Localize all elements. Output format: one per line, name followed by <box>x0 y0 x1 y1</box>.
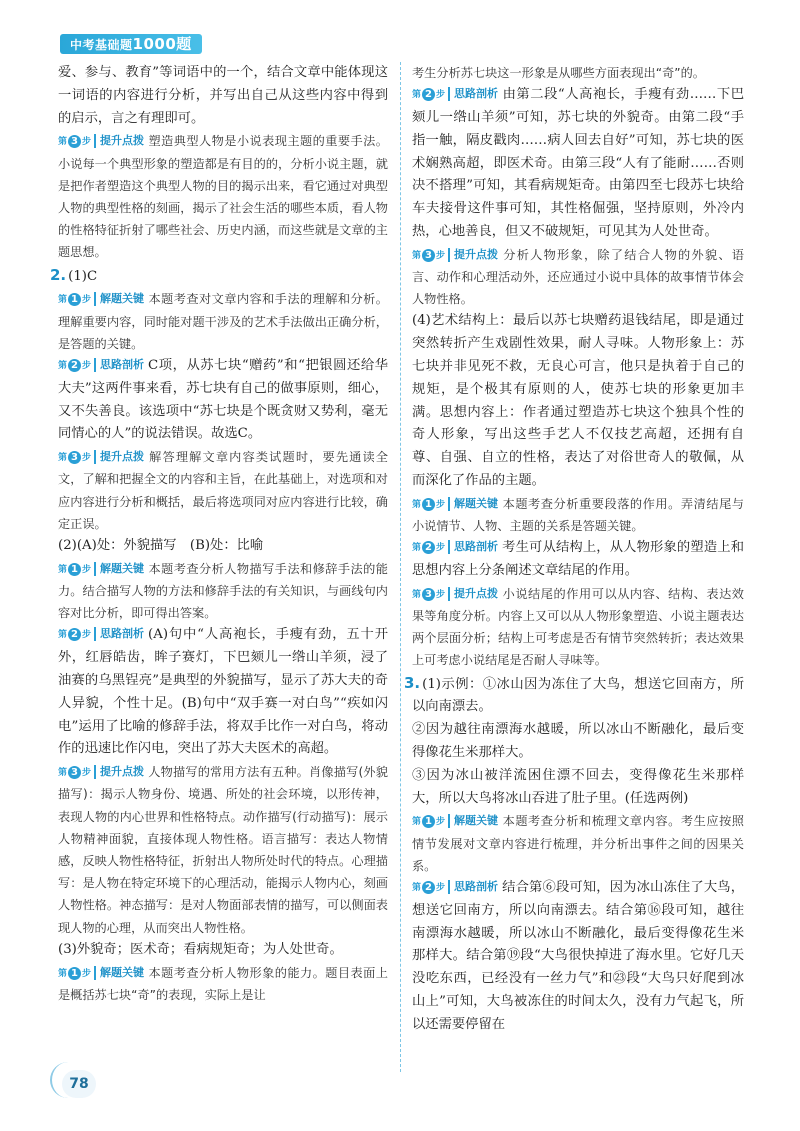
tip-text: 小说结尾的作用可以从内容、结构、表达效果等角度分析。内容上又可以从人物形象塑造、小说主题表达两个层面分析；结构上可考虑是否有情节突然转折；表达效果上可考虑小说结尾是否耐人寻味等。 <box>412 586 744 668</box>
step-3-badge: 第 3 步 提升点拨 <box>58 450 145 464</box>
step-3-badge: 第 3 步 提升点拨 <box>412 586 499 600</box>
step-2-badge: 第 2 步 思路剖析 <box>58 358 145 372</box>
analysis-block <box>412 537 744 583</box>
key-block <box>58 962 388 1006</box>
step-3-badge: 第 3 步 提升点拨 <box>58 134 145 148</box>
step-3-badge: 第 3 步 提升点拨 <box>58 765 145 779</box>
step-2-badge: 第 2 步 思路剖析 <box>412 87 499 101</box>
step-2-badge: 第 2 步 思路剖析 <box>412 879 499 893</box>
tip-text: 解答理解文章内容类试题时，要先通读全文，了解和把握全文的内容和主旨，在此基础上，对选项和对应内容进行分析和概括，最后将选项同对应内容进行比较，确定正误。 <box>58 450 388 531</box>
series-title: 中考基础题 <box>70 38 133 52</box>
key-block <box>58 288 388 355</box>
book-series-tab <box>60 34 202 54</box>
step-1-badge: 第 1 步 解题关键 <box>58 561 145 575</box>
answer-3-1-item: ②因为越往南漂海水越暖，所以冰山不断融化，最后变得像花生米那样大。 <box>412 722 744 760</box>
step-2-badge: 第 2 步 思路剖析 <box>412 540 499 554</box>
series-count: 1000题 <box>132 35 192 53</box>
analysis-block <box>58 355 388 446</box>
answer-2-1: 2. (1)C <box>50 265 98 284</box>
tip-block <box>58 130 388 263</box>
tip-text: 塑造典型人物是小说表现主题的重要手法。小说每一个典型形象的塑造都是有目的的，分析小说主题，就是把作者塑造这个典型人物的目的揭示出来，看它通过对典型人物的典型性格的刻画，揭示了社会生活的哪些本质，看人物的性格特征折射了哪些社会、历史内涵，而这些就是文章的主题思想。 <box>58 134 388 260</box>
key-block <box>58 558 388 625</box>
key-text: 本题考查分析和梳理文章内容。考生应按照情节发展对文章内容进行梳理，并分析出事件之间的因果关系。 <box>412 814 744 873</box>
key-block <box>412 493 744 537</box>
analysis-block <box>412 84 744 244</box>
answer-2-4: (4)艺术结构上：最后以苏七块赠药退钱结尾，即是通过突然转折产生戏剧性效果，耐人寻味。人物形象上：苏七块并非见死不救，无良心可言，他只是执着于自己的规矩，是个极其有原则的人，使苏七块的形象更加丰满。思想内容上：作者通过塑造苏七块这个独具个性的奇人形象，写出这些手艺人不仅技艺高超，还拥有自尊、自强、自立的性格，表达了对俗世奇人的敬佩，从而深化了作品的主题。 <box>412 313 744 488</box>
step-1-badge: 第 1 步 解题关键 <box>412 814 499 828</box>
right-column <box>404 62 744 1072</box>
answer-2-2: (2)(A)处：外貌描写 (B)处：比喻 <box>58 538 264 554</box>
key-text: 本题考查分析重要段落的作用。弄清结尾与小说情节、人物、主题的关系是答题关键。 <box>412 496 744 533</box>
question-number: 3. <box>404 673 421 692</box>
left-column <box>50 62 388 1072</box>
step-1-badge: 第 1 步 解题关键 <box>58 965 145 979</box>
step-2-badge: 第 2 步 思路剖析 <box>58 627 145 641</box>
key-text: 本题考查对文章内容和手法的理解和分析。理解重要内容，同时能对题干涉及的艺术手法做出正确分析，是答题的关键。 <box>58 292 388 351</box>
answer-3-1: 3. (1)示例：①冰山因为冻住了大鸟，想送它回南方，所以向南漂去。 <box>404 673 744 715</box>
page-number: 78 <box>62 1070 96 1098</box>
tip-block <box>412 244 744 311</box>
step-1-badge: 第 1 步 解题关键 <box>58 292 145 306</box>
column-divider <box>400 62 401 1072</box>
question-number: 2. <box>50 265 67 284</box>
key-text: 本题考查分析人物形象的能力。题目表面上是概括苏七块“奇”的表现，实际上是让 <box>58 965 388 1002</box>
analysis-text: 考生可从结构上，从人物形象的塑造上和思想内容上分条阐述文章结尾的作用。 <box>412 540 744 578</box>
tip-block <box>412 583 744 672</box>
answer-3-1-item: ③因为冰山被洋流困住漂不回去，变得像花生米那样大，所以大鸟将冰山吞进了肚子里。(任选两例) <box>412 767 744 806</box>
tip-block <box>58 761 388 939</box>
step-1-badge: 第 1 步 解题关键 <box>412 496 499 510</box>
step-3-badge: 第 3 步 提升点拨 <box>412 247 499 261</box>
paragraph: 爱、参与、教育”等词语中的一个，结合文章中能体现这一词语的内容进行分析，并写出自己从这些内容中得到的启示，言之有理即可。 <box>58 65 388 126</box>
tip-text: 人物描写的常用方法有五种。肖像描写(外貌描写)：揭示人物身份、境遇、所处的社会环境，以形传神，表现人物的内心世界和性格特点。动作描写(行动描写)：展示人物精神面貌，直接体现人物性格。语言描写：表达人物情感，反映人物性格特征，折射出人物所处时代的特点。心理描写：是人物在特定环境下的心理活动，能揭示人物内心，刻画人物性格。神态描写：是对人物面部表情的描写，可以侧面表现人物的心理，从而突出人物性格。 <box>58 765 388 935</box>
analysis-text: (A)句中“人高袍长，手瘦有劲，五十开外，红唇皓齿，眸子赛灯，下巴颏儿一绺山羊须，浸了油赛的乌黑锃亮”是典型的外貌描写，显示了苏大夫的奇人异貌，个性十足。(B)句中“双手赛一对白鸟”“疾如闪电”运用了比喻的修辞手法，将双手比作一对白鸟，将动作的迅速比作闪电，突出了苏大夫医术的高超。 <box>58 627 388 757</box>
tip-text: 分析人物形象，除了结合人物的外貌、语言、动作和心理活动外，还应通过小说中具体的故事情节体会人物性格。 <box>412 247 744 307</box>
tip-block <box>58 446 388 535</box>
analysis-block <box>412 877 744 1037</box>
analysis-text: C项，从苏七块“赠药”和“把银圆还给华大夫”这两件事来看，苏七块有自己的做事原则，细心，又不失善良。该选项中“苏七块是个既贪财又势利，毫无同情心的人”的说法错误。故选C。 <box>58 358 388 442</box>
analysis-block <box>58 624 388 761</box>
analysis-text: 由第二段“人高袍长，手瘦有劲……下巴颏儿一绺山羊须”可知，苏七块的外貌奇。由第二段“手指一触，隔皮戳肉……病人回去自好”可知，苏七块的医术娴熟高超，即医术奇。由第三段“人有了能耐……否则决不搭理”可知，其看病规矩奇。由第四至七段苏七块给车夫接骨这件事可知，其性格倔强，坚持原则，外冷内热，心地善良，但又不破规矩，可见其为人处世奇。 <box>412 87 744 239</box>
key-block <box>412 810 744 877</box>
answer-2-3: (3)外貌奇；医术奇；看病规矩奇；为人处世奇。 <box>58 941 343 957</box>
key-text: 本题考查分析人物描写手法和修辞手法的能力。结合描写人物的方法和修辞手法的有关知识，与画线句内容对比分析，即可得出答案。 <box>58 561 388 621</box>
analysis-text: 结合第⑥段可知，因为冰山冻住了大鸟，想送它回南方，所以向南漂去。结合第⑯段可知，越往南漂海水越暖，所以冰山不断融化，最后变得像花生米那样大。结合第⑲段“大鸟很快掉进了海水里。它好几天没吃东西，已经没有一丝力气”和㉓段“大鸟只好爬到冰山上”可知，大鸟被冻住的时间太久，没有力气起飞，所以还需要停留在 <box>412 879 744 1032</box>
key-continuation: 考生分析苏七块这一形象是从哪些方面表现出“奇”的。 <box>412 66 705 80</box>
